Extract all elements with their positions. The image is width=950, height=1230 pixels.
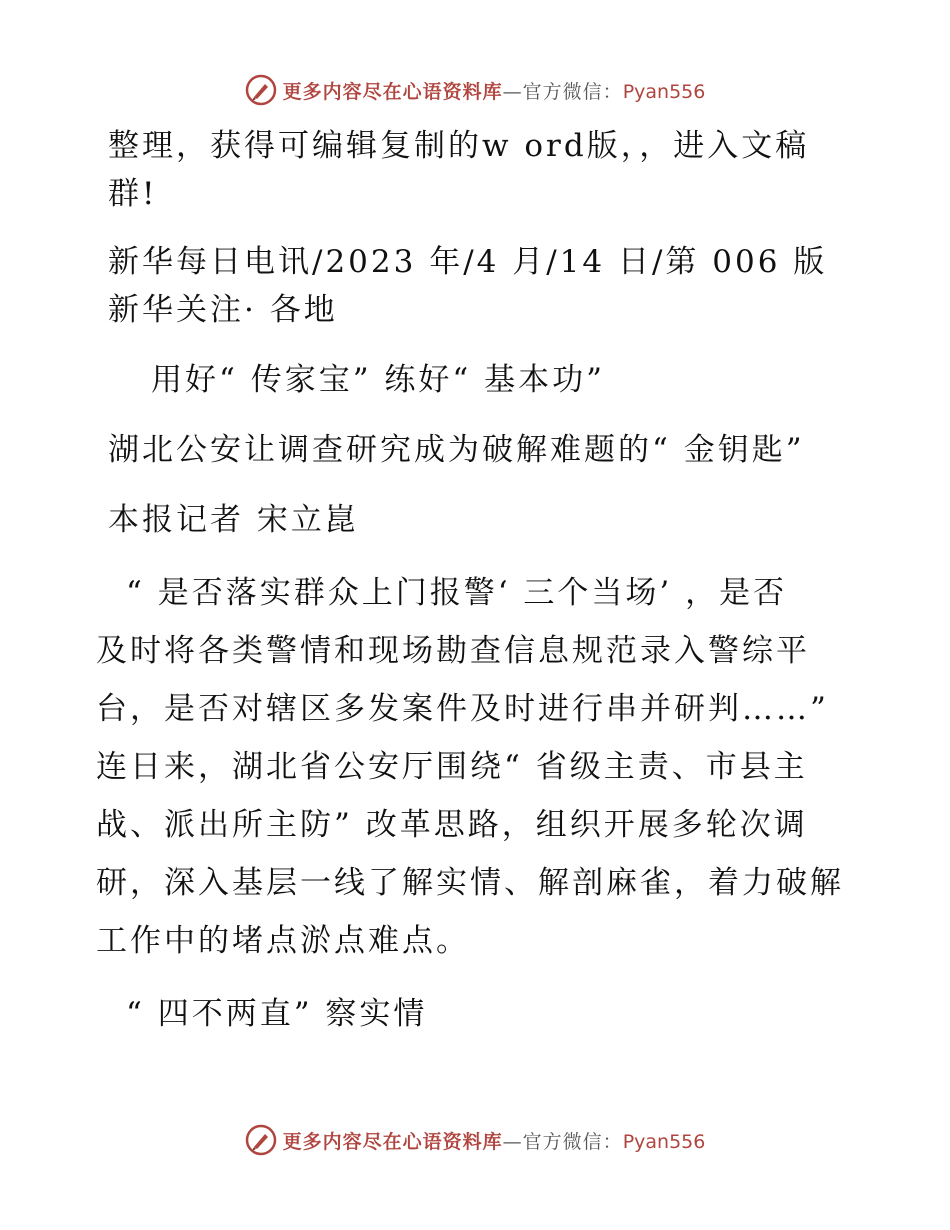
banner-wechat-id: Pyan556 <box>622 1130 706 1153</box>
section-heading: “ 四不两直” 察实情 <box>126 996 428 1032</box>
body-paragraph <box>96 564 856 970</box>
footer-banner <box>0 1120 950 1160</box>
banner-wechat-id: Pyan556 <box>622 80 706 103</box>
body-line: 连日来，湖北省公安厅围绕“ 省级主责、市县主 <box>96 749 808 785</box>
pen-logo-icon <box>245 1124 277 1156</box>
banner-wechat-label: —官方微信： <box>502 1130 623 1153</box>
body-line: 台，是否对辖区多发案件及时进行串并研判……” <box>96 691 829 727</box>
article-title: 用好“ 传家宝” 练好“ 基本功” <box>151 362 605 398</box>
body-line: 战、派出所主防” 改革思路，组织开展多轮次调 <box>96 807 808 843</box>
banner-site-name: 更多内容尽在心语资料库 <box>282 80 503 103</box>
pen-logo-icon <box>245 74 277 106</box>
body-line: “ 是否落实群众上门报警‘ 三个当场’ ，是否 <box>126 575 788 611</box>
body-line: 及时将各类警情和现场勘查信息规范录入警综平 <box>96 633 810 669</box>
header-banner-text <box>283 77 706 104</box>
byline: 本报记者 宋立崑 <box>108 502 359 538</box>
header-banner <box>0 70 950 110</box>
intro-paragraph: 整理，获得可编辑复制的w ord版，，进入文稿群! <box>108 128 810 212</box>
body-line: 工作中的堵点淤点难点。 <box>96 923 470 959</box>
body-line: 研，深入基层一线了解实情、解剖麻雀，着力破解 <box>96 865 844 901</box>
source-line: 新华每日电讯/2023 年/4 月/14 日/第 006 版新华关注· 各地 <box>108 244 828 328</box>
banner-site-name: 更多内容尽在心语资料库 <box>282 1130 503 1153</box>
footer-banner-text <box>283 1127 706 1154</box>
banner-wechat-label: —官方微信： <box>502 80 623 103</box>
article-subtitle: 湖北公安让调查研究成为破解难题的“ 金钥匙” <box>108 432 805 468</box>
document-body <box>96 122 856 1064</box>
